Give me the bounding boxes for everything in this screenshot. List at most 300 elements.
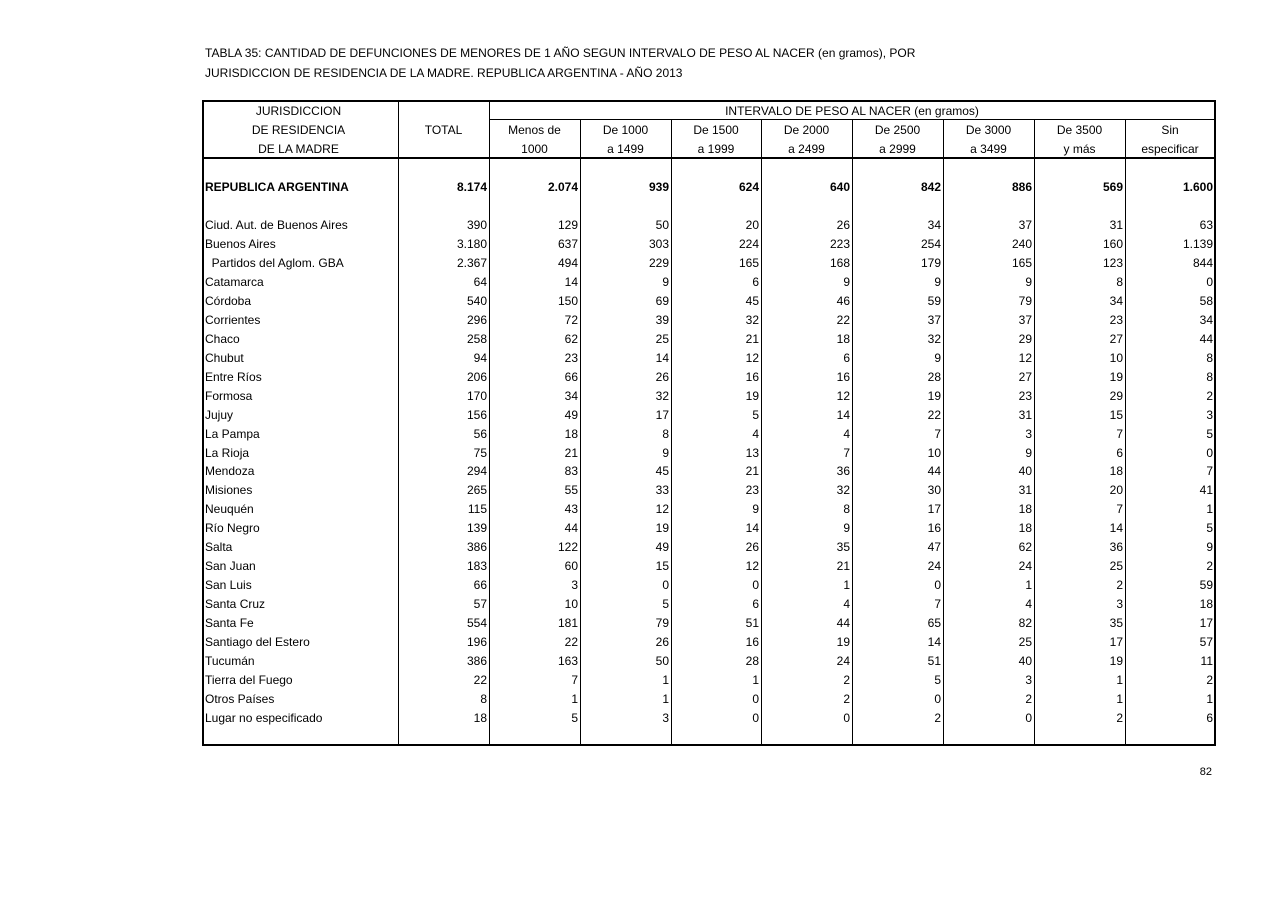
table-cell-value: 34 bbox=[564, 389, 578, 403]
total-row-value: 640 bbox=[829, 180, 850, 194]
table-cell-value: 58 bbox=[1199, 294, 1213, 308]
table-cell-value: 19 bbox=[1109, 370, 1123, 384]
table-cell-value: 554 bbox=[466, 616, 487, 630]
table-cell-value: 26 bbox=[745, 540, 759, 554]
table-cell-value: 31 bbox=[1018, 483, 1032, 497]
table-cell-value: 24 bbox=[836, 654, 850, 668]
table-cell-value: 163 bbox=[557, 654, 578, 668]
header-column-label: a 3499 bbox=[970, 142, 1007, 156]
table-cell-value: 165 bbox=[738, 256, 759, 270]
table-cell-value: 32 bbox=[836, 483, 850, 497]
table-cell-value: 1 bbox=[1116, 692, 1123, 706]
header-column-label: De 2500 bbox=[874, 123, 921, 137]
table-cell-value: 3 bbox=[1025, 673, 1032, 687]
table-cell-value: 26 bbox=[655, 370, 669, 384]
table-cell-value: 4 bbox=[843, 427, 850, 441]
table-cell-value: 37 bbox=[927, 313, 941, 327]
table-cell-value: 4 bbox=[1025, 597, 1032, 611]
table-cell-value: 224 bbox=[738, 237, 759, 251]
total-row-value: 1.600 bbox=[1182, 180, 1213, 194]
page-number: 82 bbox=[1199, 766, 1212, 778]
table-cell-value: 3 bbox=[571, 578, 578, 592]
table-cell-value: 18 bbox=[1018, 521, 1032, 535]
header-jurisdiccion-line: JURISDICCION bbox=[255, 104, 342, 118]
table-cell-value: 2 bbox=[843, 692, 850, 706]
header-column-label: Sin bbox=[1161, 123, 1179, 137]
table-cell-value: 37 bbox=[1018, 313, 1032, 327]
table-cell-value: 18 bbox=[564, 427, 578, 441]
table-cell-value: 18 bbox=[836, 332, 850, 346]
table-row-name: San Luis bbox=[205, 578, 252, 592]
table-cell-value: 3 bbox=[1206, 408, 1213, 422]
table-row-name: Mendoza bbox=[205, 464, 255, 478]
table-cell-value: 2 bbox=[934, 711, 941, 725]
table-cell-value: 1 bbox=[571, 692, 578, 706]
table-row-name: Chaco bbox=[205, 332, 240, 346]
table-cell-value: 1 bbox=[1025, 578, 1032, 592]
table-cell-value: 66 bbox=[564, 370, 578, 384]
table-cell-value: 179 bbox=[920, 256, 941, 270]
table-cell-value: 16 bbox=[836, 370, 850, 384]
table-cell-value: 2 bbox=[1025, 692, 1032, 706]
table-cell-value: 16 bbox=[745, 370, 759, 384]
table-cell-value: 122 bbox=[557, 540, 578, 554]
table-row-name: Buenos Aires bbox=[205, 237, 276, 251]
table-cell-value: 181 bbox=[557, 616, 578, 630]
table-cell-value: 22 bbox=[927, 408, 941, 422]
table-cell-value: 51 bbox=[745, 616, 759, 630]
table-cell-value: 254 bbox=[920, 237, 941, 251]
table-cell-value: 29 bbox=[1109, 389, 1123, 403]
table-cell-value: 296 bbox=[466, 313, 487, 327]
table-cell-value: 17 bbox=[1199, 616, 1213, 630]
table-cell-value: 1 bbox=[662, 692, 669, 706]
table-cell-value: 82 bbox=[1018, 616, 1032, 630]
total-row-value: 8.174 bbox=[456, 180, 487, 194]
header-column-label: especificar bbox=[1141, 142, 1199, 156]
table-cell-value: 72 bbox=[564, 313, 578, 327]
table-cell-value: 5 bbox=[752, 408, 759, 422]
table-row-name: Lugar no especificado bbox=[205, 711, 323, 725]
table-cell-value: 26 bbox=[836, 218, 850, 232]
table-cell-value: 22 bbox=[473, 673, 487, 687]
table-cell-value: 386 bbox=[466, 540, 487, 554]
table-cell-value: 50 bbox=[655, 654, 669, 668]
header-jurisdiccion-line: DE RESIDENCIA bbox=[251, 123, 346, 137]
table-cell-value: 9 bbox=[752, 502, 759, 516]
table-cell-value: 10 bbox=[1109, 351, 1123, 365]
table-cell-value: 15 bbox=[655, 559, 669, 573]
table-cell-value: 44 bbox=[1199, 332, 1213, 346]
table-cell-value: 2 bbox=[843, 673, 850, 687]
table-cell-value: 20 bbox=[1109, 483, 1123, 497]
table-cell-value: 7 bbox=[1116, 427, 1123, 441]
table-cell-value: 21 bbox=[745, 464, 759, 478]
table-cell-value: 21 bbox=[836, 559, 850, 573]
table-cell-value: 9 bbox=[1025, 446, 1032, 460]
table-cell-value: 0 bbox=[752, 711, 759, 725]
table-cell-value: 64 bbox=[473, 275, 487, 289]
table-cell-value: 2 bbox=[1116, 578, 1123, 592]
table-cell-value: 165 bbox=[1011, 256, 1032, 270]
table-cell-value: 12 bbox=[836, 389, 850, 403]
table-cell-value: 8 bbox=[843, 502, 850, 516]
table-cell-value: 65 bbox=[927, 616, 941, 630]
table-cell-value: 36 bbox=[836, 464, 850, 478]
table-cell-value: 34 bbox=[927, 218, 941, 232]
header-column-label: De 1500 bbox=[693, 123, 739, 137]
table-cell-value: 10 bbox=[927, 446, 941, 460]
table-cell-value: 183 bbox=[466, 559, 487, 573]
table-cell-value: 49 bbox=[564, 408, 578, 422]
header-column-label: Menos de bbox=[508, 123, 561, 137]
table-cell-value: 27 bbox=[1018, 370, 1032, 384]
table-cell-value: 1 bbox=[752, 673, 759, 687]
table-cell-value: 0 bbox=[934, 692, 941, 706]
table-cell-value: 2 bbox=[1206, 389, 1213, 403]
table-cell-value: 0 bbox=[752, 578, 759, 592]
table-cell-value: 5 bbox=[1206, 521, 1213, 535]
table-cell-value: 12 bbox=[745, 559, 759, 573]
table-cell-value: 9 bbox=[1206, 540, 1213, 554]
table-row-name: Río Negro bbox=[205, 521, 260, 535]
table-cell-value: 19 bbox=[927, 389, 941, 403]
total-row-value: 569 bbox=[1102, 180, 1123, 194]
table-cell-value: 25 bbox=[1109, 559, 1123, 573]
total-row-value: 842 bbox=[920, 180, 941, 194]
table-cell-value: 12 bbox=[655, 502, 669, 516]
table-cell-value: 44 bbox=[836, 616, 850, 630]
table-cell-value: 15 bbox=[1109, 408, 1123, 422]
table-cell-value: 168 bbox=[829, 256, 850, 270]
table-cell-value: 3 bbox=[1116, 597, 1123, 611]
table-cell-value: 5 bbox=[662, 597, 669, 611]
table-cell-value: 265 bbox=[466, 483, 487, 497]
table-row-name: Santa Cruz bbox=[205, 597, 266, 611]
table-cell-value: 19 bbox=[745, 389, 759, 403]
table-row-name: Tierra del Fuego bbox=[205, 673, 293, 687]
table-cell-value: 7 bbox=[1116, 502, 1123, 516]
table-cell-value: 8 bbox=[1116, 275, 1123, 289]
header-column-label: a 2999 bbox=[879, 142, 916, 156]
table-cell-value: 5 bbox=[1206, 427, 1213, 441]
table-cell-value: 0 bbox=[1206, 275, 1213, 289]
table-row-name: Jujuy bbox=[205, 408, 234, 422]
table-row-name: Otros Países bbox=[205, 692, 275, 706]
table-cell-value: 47 bbox=[927, 540, 941, 554]
table-cell-value: 5 bbox=[571, 711, 578, 725]
table-title-line-1: TABLA 35: CANTIDAD DE DEFUNCIONES DE MENORES DE 1 AÑO SEGUN INTERVALO DE PESO AL NACER (en gramos), POR bbox=[205, 46, 916, 60]
table-cell-value: 57 bbox=[473, 597, 487, 611]
table-cell-value: 17 bbox=[655, 408, 669, 422]
table-cell-value: 45 bbox=[655, 464, 669, 478]
table-cell-value: 0 bbox=[1206, 446, 1213, 460]
table-cell-value: 31 bbox=[1018, 408, 1032, 422]
table-cell-value: 2 bbox=[1116, 711, 1123, 725]
header-column-label: a 1999 bbox=[697, 142, 735, 156]
table-title-line-2: JURISDICCION DE RESIDENCIA DE LA MADRE. REPUBLICA ARGENTINA - AÑO 2013 bbox=[205, 66, 683, 80]
table-row-name: Misiones bbox=[205, 483, 253, 497]
table-cell-value: 36 bbox=[1109, 540, 1123, 554]
header-intervalo: INTERVALO DE PESO AL NACER (en gramos) bbox=[725, 104, 979, 118]
header-column-label: a 1499 bbox=[607, 142, 644, 156]
table-cell-value: 7 bbox=[1206, 464, 1213, 478]
table-cell-value: 196 bbox=[466, 635, 487, 649]
table-cell-value: 1 bbox=[1206, 692, 1213, 706]
table-cell-value: 258 bbox=[466, 332, 487, 346]
table-cell-value: 9 bbox=[843, 521, 850, 535]
table-cell-value: 30 bbox=[927, 483, 941, 497]
table-cell-value: 1 bbox=[662, 673, 669, 687]
table-cell-value: 3 bbox=[662, 711, 669, 725]
table-cell-value: 0 bbox=[752, 692, 759, 706]
table-cell-value: 62 bbox=[564, 332, 578, 346]
table-cell-value: 1 bbox=[1206, 502, 1213, 516]
table-cell-value: 9 bbox=[1025, 275, 1032, 289]
table-cell-value: 39 bbox=[655, 313, 669, 327]
table-cell-value: 27 bbox=[1109, 332, 1123, 346]
total-row-value: 624 bbox=[738, 180, 759, 194]
table-cell-value: 5 bbox=[934, 673, 941, 687]
table-cell-value: 2 bbox=[1206, 559, 1213, 573]
table-cell-value: 33 bbox=[655, 483, 669, 497]
table-row-name: La Pampa bbox=[205, 427, 260, 441]
table-cell-value: 60 bbox=[564, 559, 578, 573]
table-cell-value: 160 bbox=[1102, 237, 1123, 251]
table-cell-value: 6 bbox=[752, 275, 759, 289]
table-cell-value: 34 bbox=[1109, 294, 1123, 308]
table-cell-value: 83 bbox=[564, 464, 578, 478]
table-cell-value: 62 bbox=[1018, 540, 1032, 554]
table-cell-value: 28 bbox=[745, 654, 759, 668]
table-cell-value: 22 bbox=[564, 635, 578, 649]
table-cell-value: 637 bbox=[557, 237, 578, 251]
total-row-value: 2.074 bbox=[547, 180, 578, 194]
table-cell-value: 9 bbox=[934, 351, 941, 365]
table-cell-value: 9 bbox=[934, 275, 941, 289]
table-row-name: Entre Ríos bbox=[205, 370, 262, 384]
table-cell-value: 94 bbox=[473, 351, 487, 365]
header-column-label: De 3500 bbox=[1056, 123, 1103, 137]
table-cell-value: 0 bbox=[843, 711, 850, 725]
table-cell-value: 63 bbox=[1199, 218, 1213, 232]
table-cell-value: 156 bbox=[466, 408, 487, 422]
table-cell-value: 18 bbox=[1199, 597, 1213, 611]
table-row-name: San Juan bbox=[205, 559, 256, 573]
table-cell-value: 37 bbox=[1018, 218, 1032, 232]
table-cell-value: 229 bbox=[648, 256, 669, 270]
header-column-label: 1000 bbox=[521, 142, 548, 156]
table-cell-value: 8 bbox=[1206, 351, 1213, 365]
table-cell-value: 25 bbox=[655, 332, 669, 346]
table-cell-value: 32 bbox=[655, 389, 669, 403]
table-cell-value: 115 bbox=[467, 502, 487, 516]
table-cell-value: 4 bbox=[843, 597, 850, 611]
table-cell-value: 540 bbox=[466, 294, 487, 308]
table-cell-value: 6 bbox=[1116, 446, 1123, 460]
table-cell-value: 3.180 bbox=[456, 237, 487, 251]
table-cell-value: 34 bbox=[1199, 313, 1213, 327]
table-cell-value: 57 bbox=[1199, 635, 1213, 649]
table-cell-value: 9 bbox=[843, 275, 850, 289]
table-cell-value: 40 bbox=[1018, 654, 1032, 668]
table-cell-value: 18 bbox=[1018, 502, 1032, 516]
table-cell-value: 8 bbox=[1206, 370, 1213, 384]
table-cell-value: 150 bbox=[557, 294, 578, 308]
table-row-name: Neuquén bbox=[205, 502, 254, 516]
table-cell-value: 1 bbox=[843, 578, 850, 592]
table-cell-value: 28 bbox=[927, 370, 941, 384]
table-row-name: La Rioja bbox=[205, 446, 250, 460]
table-row-name: Catamarca bbox=[205, 275, 264, 289]
table-cell-value: 79 bbox=[1018, 294, 1032, 308]
table-row-name: Tucumán bbox=[205, 654, 255, 668]
table-row-name: Partidos del Aglom. GBA bbox=[205, 256, 344, 270]
table-cell-value: 14 bbox=[564, 275, 578, 289]
table-cell-value: 1 bbox=[1116, 673, 1123, 687]
table-row-name: Formosa bbox=[205, 389, 253, 403]
table-cell-value: 32 bbox=[745, 313, 759, 327]
table-cell-value: 303 bbox=[648, 237, 669, 251]
table-cell-value: 69 bbox=[655, 294, 669, 308]
table-cell-value: 13 bbox=[745, 446, 759, 460]
table-cell-value: 6 bbox=[843, 351, 850, 365]
table-cell-value: 21 bbox=[745, 332, 759, 346]
table-cell-value: 19 bbox=[836, 635, 850, 649]
total-row-value: 939 bbox=[648, 180, 669, 194]
table-cell-value: 11 bbox=[1200, 654, 1213, 668]
table-cell-value: 14 bbox=[836, 408, 850, 422]
table-cell-value: 223 bbox=[829, 237, 850, 251]
table-cell-value: 59 bbox=[927, 294, 941, 308]
table-cell-value: 41 bbox=[1199, 483, 1213, 497]
table-cell-value: 206 bbox=[466, 370, 487, 384]
table-cell-value: 35 bbox=[836, 540, 850, 554]
table-row-name: Ciud. Aut. de Buenos Aires bbox=[205, 218, 348, 232]
table-cell-value: 123 bbox=[1102, 256, 1123, 270]
table-cell-value: 8 bbox=[662, 427, 669, 441]
table-cell-value: 26 bbox=[655, 635, 669, 649]
table-cell-value: 49 bbox=[655, 540, 669, 554]
table-cell-value: 32 bbox=[927, 332, 941, 346]
table-cell-value: 12 bbox=[1018, 351, 1032, 365]
table-cell-value: 0 bbox=[934, 578, 941, 592]
table-cell-value: 14 bbox=[655, 351, 669, 365]
table-row-name: Salta bbox=[205, 540, 233, 554]
table-cell-value: 50 bbox=[655, 218, 669, 232]
table-cell-value: 25 bbox=[1018, 635, 1032, 649]
table-cell-value: 2.367 bbox=[456, 256, 487, 270]
table-cell-value: 44 bbox=[564, 521, 578, 535]
table-cell-value: 10 bbox=[564, 597, 578, 611]
table-cell-value: 16 bbox=[745, 635, 759, 649]
table-cell-value: 16 bbox=[927, 521, 941, 535]
table-cell-value: 51 bbox=[927, 654, 941, 668]
table-cell-value: 66 bbox=[473, 578, 487, 592]
table-cell-value: 35 bbox=[1109, 616, 1123, 630]
total-row-name: REPUBLICA ARGENTINA bbox=[205, 180, 349, 194]
table-cell-value: 31 bbox=[1109, 218, 1123, 232]
table-cell-value: 7 bbox=[571, 673, 578, 687]
table-cell-value: 494 bbox=[557, 256, 578, 270]
table-cell-value: 6 bbox=[752, 597, 759, 611]
table-cell-value: 14 bbox=[1109, 521, 1123, 535]
table-cell-value: 24 bbox=[1018, 559, 1032, 573]
table-cell-value: 18 bbox=[473, 711, 487, 725]
table-cell-value: 240 bbox=[1011, 237, 1032, 251]
table-cell-value: 19 bbox=[1109, 654, 1123, 668]
table-cell-value: 170 bbox=[466, 389, 487, 403]
header-column-label: a 2499 bbox=[788, 142, 825, 156]
table-cell-value: 6 bbox=[1206, 711, 1213, 725]
table-cell-value: 0 bbox=[662, 578, 669, 592]
table-cell-value: 14 bbox=[927, 635, 941, 649]
table-cell-value: 75 bbox=[473, 446, 487, 460]
table-cell-value: 44 bbox=[927, 464, 941, 478]
table-row-name: Corrientes bbox=[205, 313, 261, 327]
table-cell-value: 56 bbox=[473, 427, 487, 441]
table-cell-value: 3 bbox=[1025, 427, 1032, 441]
table-cell-value: 7 bbox=[934, 427, 941, 441]
table-cell-value: 17 bbox=[1109, 635, 1123, 649]
table-cell-value: 7 bbox=[843, 446, 850, 460]
table-cell-value: 59 bbox=[1199, 578, 1213, 592]
table-cell-value: 139 bbox=[466, 521, 487, 535]
table-cell-value: 14 bbox=[745, 521, 759, 535]
table-cell-value: 24 bbox=[927, 559, 941, 573]
table-cell-value: 7 bbox=[934, 597, 941, 611]
table-cell-value: 23 bbox=[745, 483, 759, 497]
table-cell-value: 12 bbox=[745, 351, 759, 365]
table-cell-value: 386 bbox=[466, 654, 487, 668]
table-cell-value: 46 bbox=[836, 294, 850, 308]
table-cell-value: 9 bbox=[662, 446, 669, 460]
table-cell-value: 2 bbox=[1206, 673, 1213, 687]
table-cell-value: 294 bbox=[466, 464, 487, 478]
table-cell-value: 18 bbox=[1109, 464, 1123, 478]
table-row-name: Santa Fe bbox=[205, 616, 254, 630]
table-cell-value: 129 bbox=[557, 218, 578, 232]
table-cell-value: 45 bbox=[745, 294, 759, 308]
table-cell-value: 4 bbox=[752, 427, 759, 441]
table-row-name: Córdoba bbox=[205, 294, 252, 308]
table-cell-value: 43 bbox=[564, 502, 578, 516]
total-row-value: 886 bbox=[1011, 180, 1032, 194]
table-cell-value: 17 bbox=[927, 502, 941, 516]
table-cell-value: 844 bbox=[1192, 256, 1213, 270]
header-jurisdiccion-line: DE LA MADRE bbox=[258, 142, 339, 156]
table-cell-value: 9 bbox=[662, 275, 669, 289]
header-column-label: De 3000 bbox=[965, 123, 1012, 137]
table-cell-value: 390 bbox=[466, 218, 487, 232]
table-cell-value: 79 bbox=[655, 616, 669, 630]
table-cell-value: 19 bbox=[655, 521, 669, 535]
table-cell-value: 0 bbox=[1025, 711, 1032, 725]
table-cell-value: 29 bbox=[1018, 332, 1032, 346]
table-cell-value: 20 bbox=[745, 218, 759, 232]
table-cell-value: 23 bbox=[1109, 313, 1123, 327]
header-column-label: De 1000 bbox=[602, 123, 649, 137]
table-cell-value: 22 bbox=[836, 313, 850, 327]
table-cell-value: 55 bbox=[564, 483, 578, 497]
header-column-label: y más bbox=[1063, 142, 1096, 156]
table-cell-value: 40 bbox=[1018, 464, 1032, 478]
table-cell-value: 21 bbox=[564, 446, 578, 460]
table-cell-value: 23 bbox=[1018, 389, 1032, 403]
table-cell-value: 8 bbox=[480, 692, 487, 706]
table-row-name: Chubut bbox=[205, 351, 244, 365]
table-cell-value: 23 bbox=[564, 351, 578, 365]
